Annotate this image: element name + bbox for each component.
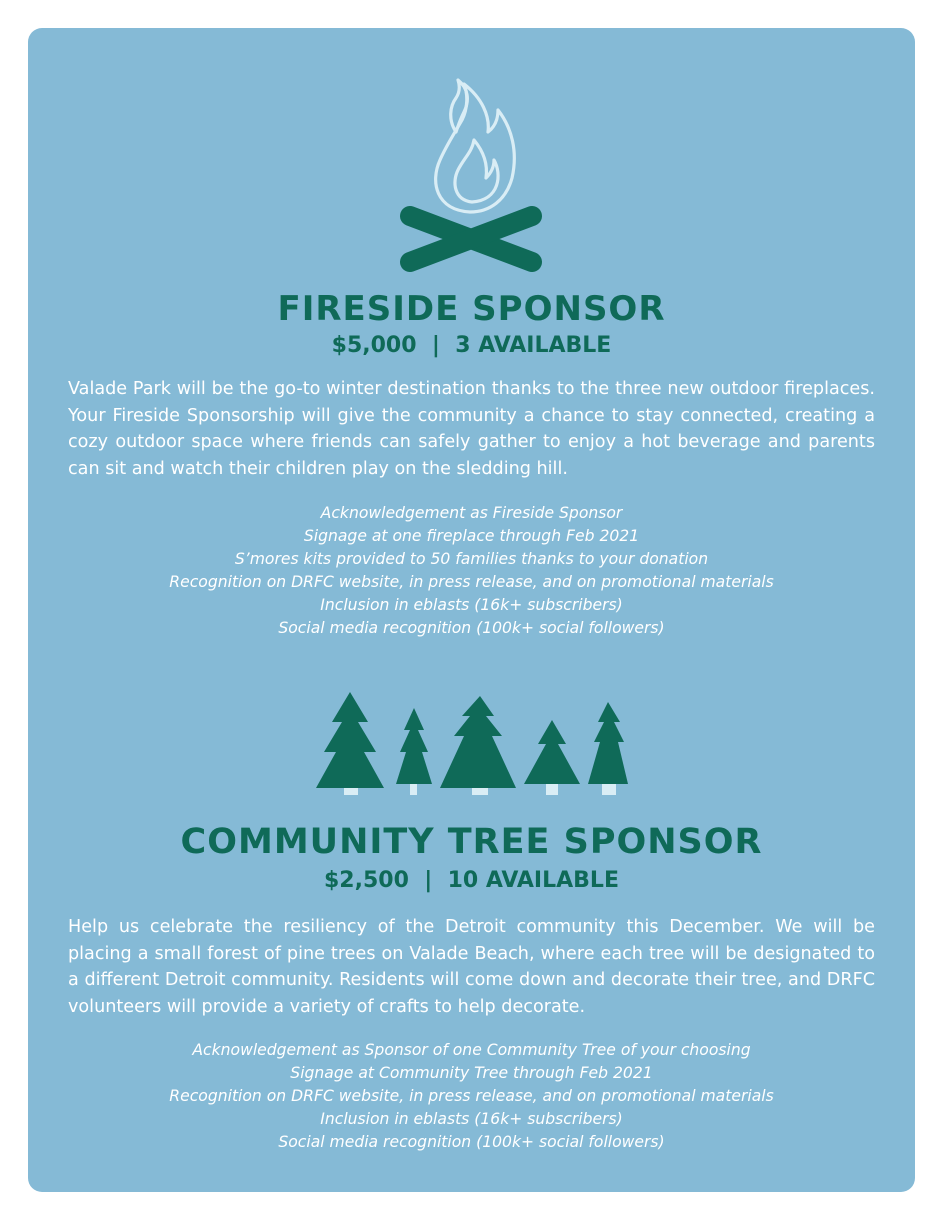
benefit-item: Recognition on DRFC website, in press release, and on promotional materials	[169, 1087, 774, 1105]
fireside-description: Valade Park will be the go-to winter destination thanks to the three new outdoor fireplaces. Your Fireside Sponsorship will give the community a chance to stay connected, creating a cozy outdoor space where friends can safely gather to enjoy a hot beverage and parents can sit and watch their children play on the sledding hill.	[68, 379, 875, 479]
fireside-title: FIRESIDE SPONSOR	[277, 289, 666, 329]
benefit-item: S’mores kits provided to 50 families thanks to your donation	[234, 550, 709, 568]
tree-price	[28, 870, 915, 892]
tree-title: COMMUNITY TREE SPONSOR	[180, 822, 763, 862]
benefit-item: Recognition on DRFC website, in press release, and on promotional materials	[169, 573, 774, 591]
campfire-icon	[390, 54, 550, 276]
tree-description: Help us celebrate the resiliency of the Detroit community this December. We will be placing a small forest of pine trees on Valade Beach, where each tree will be designated to a different Detroit community. Residents will come down and decorate their tree, and DRFC volunteers will provide a variety of crafts to help decorate.	[68, 917, 875, 1017]
fireside-price	[28, 335, 915, 357]
benefit-item: Signage at Community Tree through Feb 2021	[290, 1064, 653, 1082]
benefit-item: Social media recognition (100k+ social followers)	[278, 1133, 665, 1151]
pine-trees-icon	[312, 690, 632, 798]
fireside-price-line: $5,000 | 3 AVAILABLE	[331, 333, 612, 358]
benefit-item: Inclusion in eblasts (16k+ subscribers)	[320, 596, 623, 614]
tree-benefits	[28, 1039, 915, 1154]
benefit-item: Acknowledgement as Sponsor of one Community Tree of your choosing	[192, 1041, 751, 1059]
tree-heading	[28, 822, 915, 862]
fireside-heading	[28, 289, 915, 329]
benefit-item: Acknowledgement as Fireside Sponsor	[320, 504, 623, 522]
benefit-item: Signage at one fireplace through Feb 2021	[303, 527, 640, 545]
fireside-benefits	[28, 502, 915, 640]
tree-price-line: $2,500 | 10 AVAILABLE	[324, 868, 619, 893]
sponsorship-card	[28, 28, 915, 1192]
benefit-item: Inclusion in eblasts (16k+ subscribers)	[320, 1110, 623, 1128]
benefit-item: Social media recognition (100k+ social followers)	[278, 619, 665, 637]
